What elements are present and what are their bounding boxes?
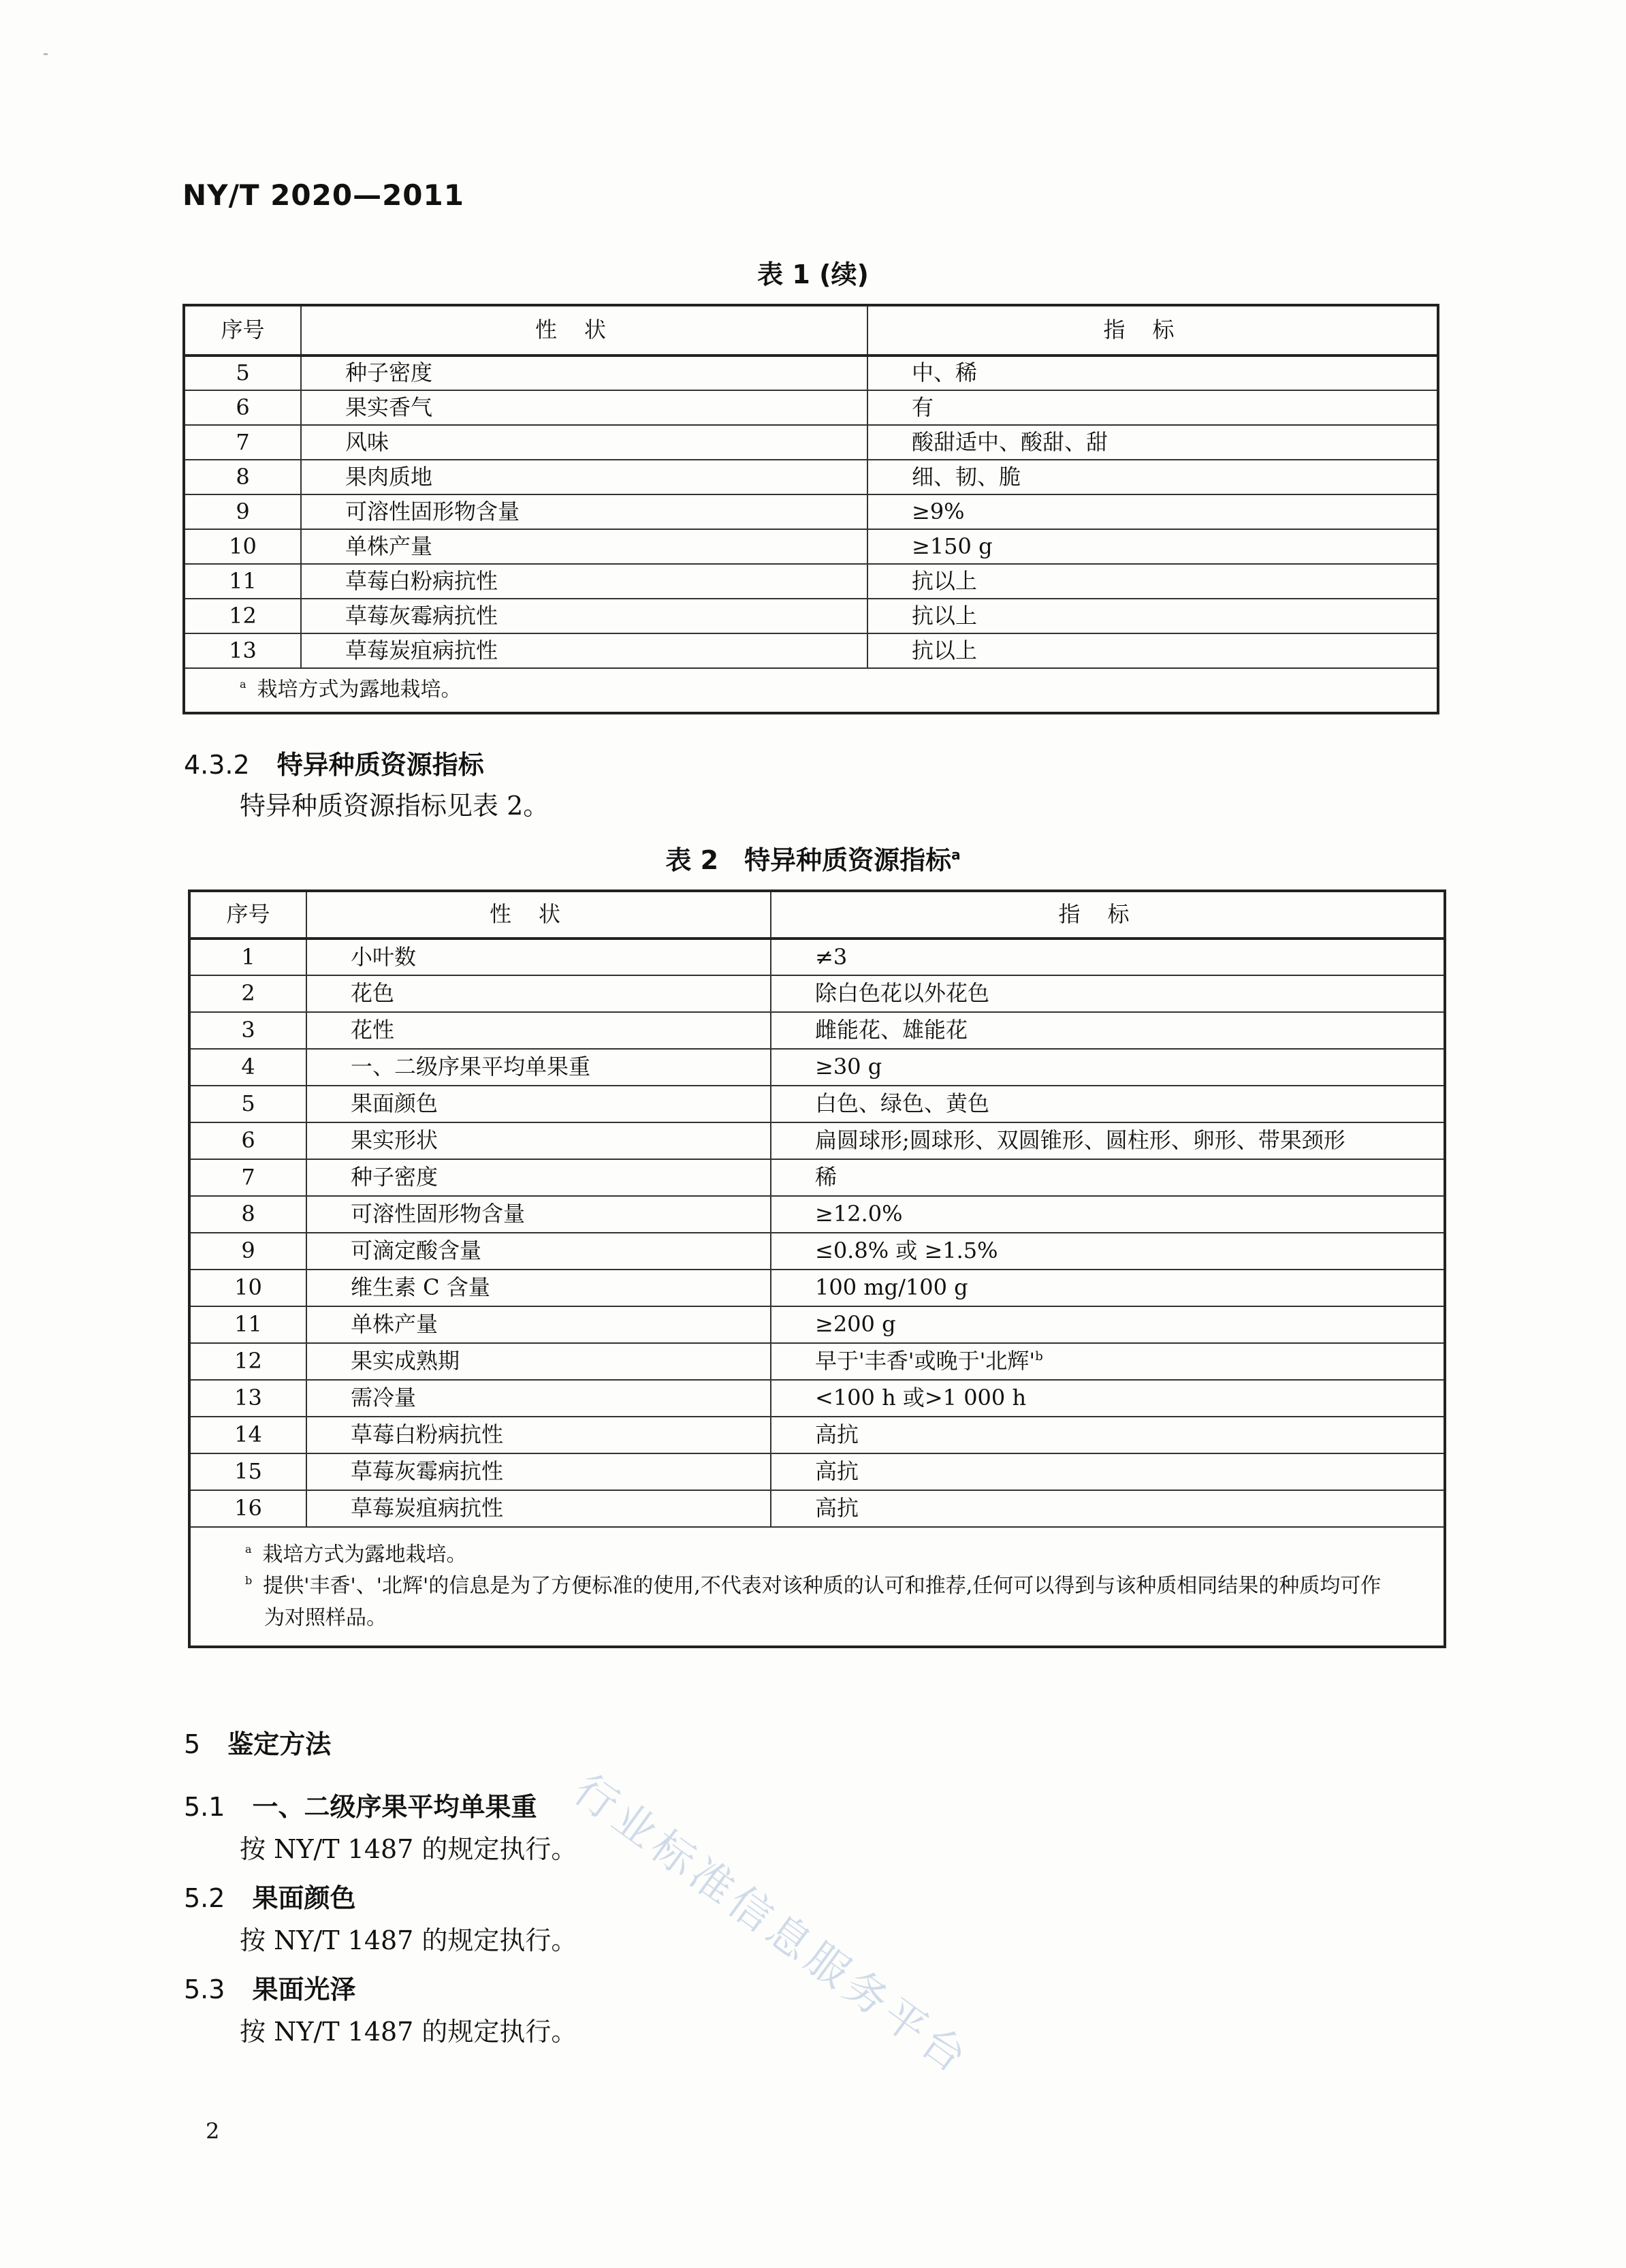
- row-number: 5: [189, 1086, 306, 1122]
- section-4-3-2-text: 特异种质资源指标见表 2。: [240, 791, 549, 821]
- table-row: [189, 1233, 1445, 1270]
- row-number: 2: [189, 975, 306, 1012]
- table-row: [184, 425, 1438, 460]
- row-index: 100 mg/100 g: [771, 1270, 1445, 1306]
- row-trait: 可滴定酸含量: [306, 1233, 771, 1270]
- table-row: [184, 494, 1438, 529]
- table2-footnotes: [189, 1527, 1445, 1647]
- table-row: [184, 356, 1438, 390]
- table-row: [184, 529, 1438, 564]
- row-trait: 草莓灰霉病抗性: [306, 1453, 771, 1490]
- row-number: 11: [189, 1306, 306, 1343]
- row-trait: 种子密度: [306, 1159, 771, 1196]
- row-number: 7: [189, 1159, 306, 1196]
- table-row: [184, 564, 1438, 599]
- section-number: 5.3: [184, 1974, 225, 2004]
- row-number: 13: [189, 1380, 306, 1417]
- section-5-heading: [184, 1723, 331, 1761]
- col-header-trait: 性状: [306, 891, 771, 939]
- row-trait: 果肉质地: [301, 460, 867, 494]
- row-trait: 可溶性固形物含量: [306, 1196, 771, 1233]
- section-number: 4.3.2: [184, 750, 250, 780]
- row-index: 高抗: [771, 1490, 1445, 1527]
- table-row: [184, 460, 1438, 494]
- col-header-trait: 性状: [301, 305, 867, 356]
- row-number: 10: [189, 1270, 306, 1306]
- table-row: [189, 1012, 1445, 1049]
- row-number: 10: [184, 529, 301, 564]
- row-index: ≥30 g: [771, 1049, 1445, 1086]
- row-trait: 果实香气: [301, 390, 867, 425]
- row-index: ≤0.8% 或 ≥1.5%: [771, 1233, 1445, 1270]
- section-number: 5.1: [184, 1792, 225, 1822]
- table-row: [184, 599, 1438, 633]
- row-number: 12: [189, 1343, 306, 1380]
- row-index: ≥9%: [867, 494, 1438, 529]
- row-trait: 维生素 C 含量: [306, 1270, 771, 1306]
- row-number: 11: [184, 564, 301, 599]
- table-row: [184, 633, 1438, 668]
- row-index: 中、稀: [867, 356, 1438, 390]
- table-row: [189, 1086, 1445, 1122]
- row-trait: 果实成熟期: [306, 1343, 771, 1380]
- row-index: 稀: [771, 1159, 1445, 1196]
- row-number: 6: [189, 1122, 306, 1159]
- section-5-3-text: 按 NY/T 1487 的规定执行。: [240, 2017, 577, 2047]
- row-index: ≥12.0%: [771, 1196, 1445, 1233]
- table-row: [189, 1453, 1445, 1490]
- page-number: 2: [206, 2118, 220, 2144]
- row-trait: 果实形状: [306, 1122, 771, 1159]
- table-row: [189, 1159, 1445, 1196]
- row-trait: 草莓灰霉病抗性: [301, 599, 867, 633]
- row-number: 9: [184, 494, 301, 529]
- row-index: 有: [867, 390, 1438, 425]
- row-number: 12: [184, 599, 301, 633]
- row-trait: 可溶性固形物含量: [301, 494, 867, 529]
- section-title: 特异种质资源指标: [276, 750, 484, 780]
- row-index: ≥150 g: [867, 529, 1438, 564]
- row-trait: 单株产量: [306, 1306, 771, 1343]
- row-number: 4: [189, 1049, 306, 1086]
- scan-mark: [44, 53, 48, 55]
- table-row: [189, 1380, 1445, 1417]
- row-index: 除白色花以外花色: [771, 975, 1445, 1012]
- row-trait: 草莓炭疽病抗性: [301, 633, 867, 668]
- row-index: 雌能花、雄能花: [771, 1012, 1445, 1049]
- table-row: [189, 975, 1445, 1012]
- row-number: 1: [189, 939, 306, 975]
- table-row: [189, 1490, 1445, 1527]
- table2: [188, 889, 1446, 1648]
- row-trait: 一、二级序果平均单果重: [306, 1049, 771, 1086]
- row-trait: 风味: [301, 425, 867, 460]
- table-row: [189, 1270, 1445, 1306]
- row-trait: 果面颜色: [306, 1086, 771, 1122]
- section-title: 果面光泽: [252, 1974, 356, 2004]
- row-index: 抗以上: [867, 633, 1438, 668]
- watermark: 行业标准信息服务平台: [564, 1764, 980, 2085]
- row-number: 8: [189, 1196, 306, 1233]
- table-row: [184, 390, 1438, 425]
- section-5-1-heading: [184, 1786, 537, 1823]
- row-index: 早于'丰香'或晚于'北辉'$^b$: [771, 1343, 1445, 1380]
- row-number: 5: [184, 356, 301, 390]
- row-trait: 小叶数: [306, 939, 771, 975]
- section-number: 5.2: [184, 1883, 225, 1913]
- section-title: 果面颜色: [252, 1883, 356, 1913]
- row-number: 8: [184, 460, 301, 494]
- row-trait: 单株产量: [301, 529, 867, 564]
- standard-code: NY/T 2020—2011: [182, 178, 464, 212]
- row-number: 3: [189, 1012, 306, 1049]
- row-trait: 需冷量: [306, 1380, 771, 1417]
- table1-caption: 表 1 (续): [757, 259, 869, 289]
- row-trait: 草莓炭疽病抗性: [306, 1490, 771, 1527]
- table-row: [189, 1417, 1445, 1453]
- row-trait: 草莓白粉病抗性: [306, 1417, 771, 1453]
- row-number: 7: [184, 425, 301, 460]
- table1: [182, 304, 1439, 714]
- section-5-2-heading: [184, 1877, 355, 1915]
- row-index: ≥200 g: [771, 1306, 1445, 1343]
- row-trait: 草莓白粉病抗性: [301, 564, 867, 599]
- section-title: 鉴定方法: [227, 1729, 332, 1759]
- table-row: [189, 939, 1445, 975]
- table-row: [189, 1122, 1445, 1159]
- row-index: 高抗: [771, 1417, 1445, 1453]
- row-number: 15: [189, 1453, 306, 1490]
- row-number: 13: [184, 633, 301, 668]
- row-number: 16: [189, 1490, 306, 1527]
- row-index: 细、韧、脆: [867, 460, 1438, 494]
- table-row: [189, 1049, 1445, 1086]
- col-header-index: 指标: [867, 305, 1438, 356]
- row-index: ≠3: [771, 939, 1445, 975]
- col-header-index: 指标: [771, 891, 1445, 939]
- table2-footnote-b: $^b$ 提供'丰香'、'北辉'的信息是为了方便标准的使用,不代表对该种质的认可和推荐,任何可以得到与该种质相同结果的种质均可作为对照样品。: [245, 1574, 1382, 1630]
- row-index: 酸甜适中、酸甜、甜: [867, 425, 1438, 460]
- section-5-1-text: 按 NY/T 1487 的规定执行。: [240, 1834, 577, 1864]
- table1-footnote: $^a$ 栽培方式为露地栽培。: [184, 668, 1438, 713]
- row-trait: 种子密度: [301, 356, 867, 390]
- section-4-3-2-heading: [184, 744, 484, 781]
- col-header-number: 序号: [189, 891, 306, 939]
- row-number: 14: [189, 1417, 306, 1453]
- table2-footnote-a: $^a$ 栽培方式为露地栽培。: [245, 1542, 467, 1566]
- section-5-2-text: 按 NY/T 1487 的规定执行。: [240, 1925, 577, 1955]
- row-index: 抗以上: [867, 564, 1438, 599]
- row-trait: 花性: [306, 1012, 771, 1049]
- row-index: 扁圆球形;圆球形、双圆锥形、圆柱形、卵形、带果颈形: [771, 1122, 1445, 1159]
- row-index: 高抗: [771, 1453, 1445, 1490]
- section-title: 一、二级序果平均单果重: [252, 1792, 537, 1822]
- section-5-3-heading: [184, 1968, 355, 2006]
- row-index: 抗以上: [867, 599, 1438, 633]
- table-row: [189, 1196, 1445, 1233]
- table2-caption: 表 2 特异种质资源指标$^a$: [665, 845, 961, 875]
- table-row: [189, 1343, 1445, 1380]
- table-row: [189, 1306, 1445, 1343]
- row-number: 9: [189, 1233, 306, 1270]
- col-header-number: 序号: [184, 305, 301, 356]
- row-trait: 花色: [306, 975, 771, 1012]
- row-index: 白色、绿色、黄色: [771, 1086, 1445, 1122]
- row-index: <100 h 或>1 000 h: [771, 1380, 1445, 1417]
- row-number: 6: [184, 390, 301, 425]
- section-number: 5: [184, 1729, 201, 1759]
